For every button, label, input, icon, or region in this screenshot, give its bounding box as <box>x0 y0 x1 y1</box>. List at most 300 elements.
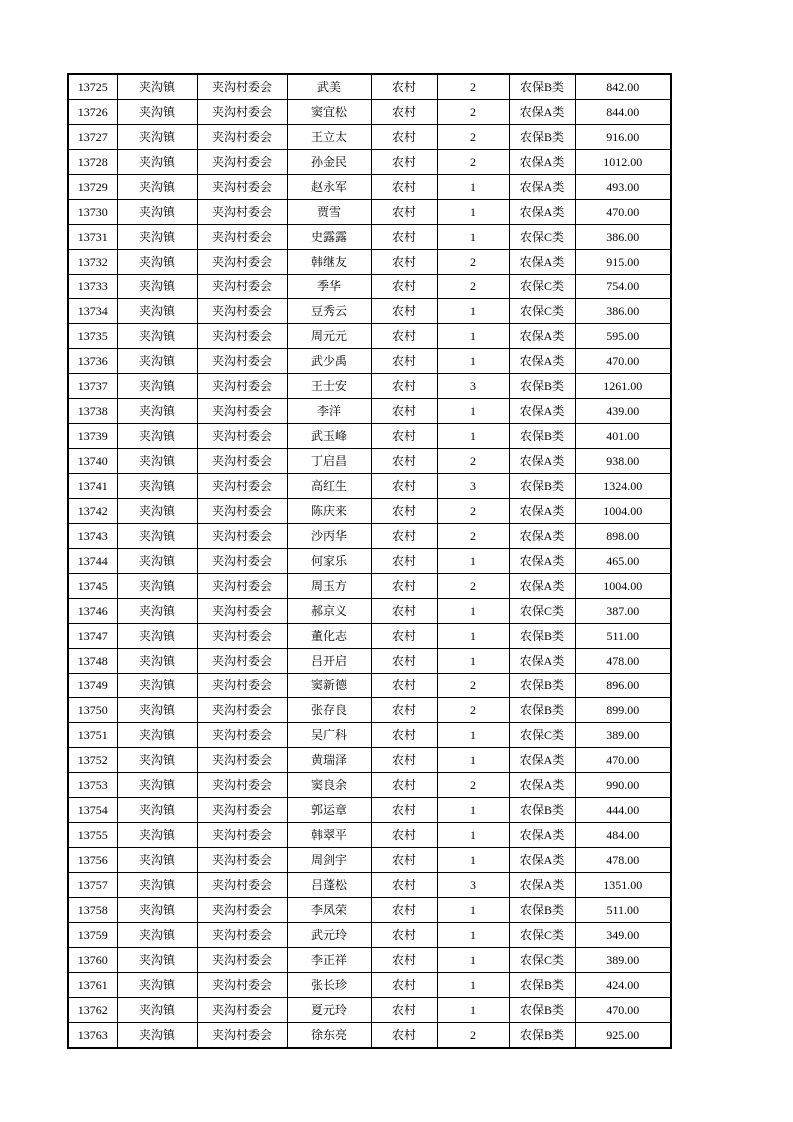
cell-category: 农保A类 <box>509 848 575 873</box>
cell-amount: 844.00 <box>575 99 671 124</box>
cell-area: 农村 <box>371 548 437 573</box>
cell-area: 农村 <box>371 947 437 972</box>
cell-id: 13727 <box>68 124 117 149</box>
table-row <box>68 997 671 1022</box>
cell-name: 吕蓬松 <box>287 873 371 898</box>
table-row <box>68 848 671 873</box>
cell-name: 丁启昌 <box>287 449 371 474</box>
cell-name: 豆秀云 <box>287 299 371 324</box>
cell-name: 武玉峰 <box>287 424 371 449</box>
cell-area: 农村 <box>371 897 437 922</box>
cell-committee: 夹沟村委会 <box>197 748 287 773</box>
cell-town: 夹沟镇 <box>117 773 197 798</box>
cell-count: 2 <box>437 673 509 698</box>
table-row <box>68 299 671 324</box>
cell-category: 农保C类 <box>509 274 575 299</box>
cell-amount: 389.00 <box>575 947 671 972</box>
cell-name: 郝京义 <box>287 598 371 623</box>
cell-town: 夹沟镇 <box>117 823 197 848</box>
cell-amount: 899.00 <box>575 698 671 723</box>
table-row <box>68 648 671 673</box>
cell-count: 1 <box>437 848 509 873</box>
cell-name: 吕开启 <box>287 648 371 673</box>
cell-id: 13758 <box>68 897 117 922</box>
cell-area: 农村 <box>371 149 437 174</box>
cell-count: 2 <box>437 124 509 149</box>
cell-name: 高红生 <box>287 474 371 499</box>
cell-category: 农保A类 <box>509 573 575 598</box>
cell-id: 13753 <box>68 773 117 798</box>
cell-id: 13725 <box>68 74 117 99</box>
cell-name: 贾雪 <box>287 199 371 224</box>
cell-amount: 470.00 <box>575 997 671 1022</box>
cell-category: 农保A类 <box>509 449 575 474</box>
cell-amount: 401.00 <box>575 424 671 449</box>
cell-amount: 470.00 <box>575 199 671 224</box>
cell-area: 农村 <box>371 1022 437 1047</box>
cell-town: 夹沟镇 <box>117 698 197 723</box>
cell-committee: 夹沟村委会 <box>197 1022 287 1047</box>
cell-town: 夹沟镇 <box>117 1022 197 1047</box>
cell-id: 13763 <box>68 1022 117 1047</box>
cell-id: 13744 <box>68 548 117 573</box>
cell-town: 夹沟镇 <box>117 922 197 947</box>
cell-amount: 938.00 <box>575 449 671 474</box>
cell-name: 吴广科 <box>287 723 371 748</box>
table-row <box>68 573 671 598</box>
cell-id: 13756 <box>68 848 117 873</box>
cell-committee: 夹沟村委会 <box>197 523 287 548</box>
cell-id: 13755 <box>68 823 117 848</box>
cell-category: 农保B类 <box>509 698 575 723</box>
table-row <box>68 424 671 449</box>
cell-committee: 夹沟村委会 <box>197 573 287 598</box>
cell-amount: 386.00 <box>575 224 671 249</box>
cell-id: 13731 <box>68 224 117 249</box>
cell-committee: 夹沟村委会 <box>197 698 287 723</box>
cell-category: 农保A类 <box>509 199 575 224</box>
cell-committee: 夹沟村委会 <box>197 673 287 698</box>
cell-committee: 夹沟村委会 <box>197 374 287 399</box>
cell-id: 13760 <box>68 947 117 972</box>
cell-category: 农保A类 <box>509 324 575 349</box>
table-row <box>68 174 671 199</box>
cell-area: 农村 <box>371 498 437 523</box>
table-row <box>68 374 671 399</box>
cell-name: 徐东亮 <box>287 1022 371 1047</box>
cell-id: 13761 <box>68 972 117 997</box>
cell-category: 农保B类 <box>509 673 575 698</box>
cell-id: 13748 <box>68 648 117 673</box>
cell-amount: 478.00 <box>575 848 671 873</box>
table-body <box>68 74 671 1048</box>
cell-town: 夹沟镇 <box>117 947 197 972</box>
cell-area: 农村 <box>371 623 437 648</box>
cell-id: 13738 <box>68 399 117 424</box>
table-row <box>68 474 671 499</box>
cell-category: 农保A类 <box>509 498 575 523</box>
cell-id: 13741 <box>68 474 117 499</box>
cell-name: 史露露 <box>287 224 371 249</box>
cell-name: 周玉方 <box>287 573 371 598</box>
cell-id: 13750 <box>68 698 117 723</box>
cell-committee: 夹沟村委会 <box>197 199 287 224</box>
cell-area: 农村 <box>371 873 437 898</box>
cell-category: 农保B类 <box>509 1022 575 1047</box>
table-row <box>68 399 671 424</box>
cell-category: 农保A类 <box>509 149 575 174</box>
cell-committee: 夹沟村委会 <box>197 249 287 274</box>
cell-amount: 842.00 <box>575 74 671 99</box>
cell-category: 农保B类 <box>509 474 575 499</box>
cell-committee: 夹沟村委会 <box>197 174 287 199</box>
cell-name: 武少禹 <box>287 349 371 374</box>
cell-committee: 夹沟村委会 <box>197 823 287 848</box>
cell-count: 2 <box>437 498 509 523</box>
cell-category: 农保B类 <box>509 424 575 449</box>
cell-town: 夹沟镇 <box>117 848 197 873</box>
cell-name: 周元元 <box>287 324 371 349</box>
cell-town: 夹沟镇 <box>117 997 197 1022</box>
table-row <box>68 523 671 548</box>
cell-area: 农村 <box>371 997 437 1022</box>
cell-id: 13751 <box>68 723 117 748</box>
cell-category: 农保A类 <box>509 873 575 898</box>
cell-amount: 511.00 <box>575 897 671 922</box>
cell-area: 农村 <box>371 773 437 798</box>
cell-name: 张存良 <box>287 698 371 723</box>
cell-name: 孙金民 <box>287 149 371 174</box>
table-row <box>68 897 671 922</box>
cell-area: 农村 <box>371 424 437 449</box>
cell-committee: 夹沟村委会 <box>197 474 287 499</box>
table-row <box>68 274 671 299</box>
cell-name: 李洋 <box>287 399 371 424</box>
table-row <box>68 698 671 723</box>
table-row <box>68 623 671 648</box>
cell-committee: 夹沟村委会 <box>197 873 287 898</box>
cell-committee: 夹沟村委会 <box>197 399 287 424</box>
cell-area: 农村 <box>371 922 437 947</box>
cell-amount: 1012.00 <box>575 149 671 174</box>
table-row <box>68 748 671 773</box>
cell-count: 2 <box>437 249 509 274</box>
cell-count: 1 <box>437 424 509 449</box>
cell-amount: 925.00 <box>575 1022 671 1047</box>
cell-id: 13730 <box>68 199 117 224</box>
cell-category: 农保B类 <box>509 74 575 99</box>
table-row <box>68 249 671 274</box>
cell-area: 农村 <box>371 124 437 149</box>
cell-count: 1 <box>437 548 509 573</box>
cell-count: 1 <box>437 598 509 623</box>
table-row <box>68 1022 671 1047</box>
cell-count: 1 <box>437 748 509 773</box>
cell-name: 韩翠平 <box>287 823 371 848</box>
cell-area: 农村 <box>371 399 437 424</box>
cell-id: 13739 <box>68 424 117 449</box>
cell-category: 农保A类 <box>509 399 575 424</box>
cell-count: 1 <box>437 399 509 424</box>
cell-count: 1 <box>437 972 509 997</box>
cell-committee: 夹沟村委会 <box>197 997 287 1022</box>
cell-name: 季华 <box>287 274 371 299</box>
table-row <box>68 798 671 823</box>
cell-amount: 465.00 <box>575 548 671 573</box>
cell-id: 13736 <box>68 349 117 374</box>
table-row <box>68 773 671 798</box>
cell-name: 黄瑞泽 <box>287 748 371 773</box>
cell-town: 夹沟镇 <box>117 224 197 249</box>
cell-count: 2 <box>437 74 509 99</box>
cell-category: 农保A类 <box>509 523 575 548</box>
cell-category: 农保A类 <box>509 249 575 274</box>
cell-id: 13742 <box>68 498 117 523</box>
cell-id: 13735 <box>68 324 117 349</box>
cell-count: 1 <box>437 648 509 673</box>
cell-amount: 389.00 <box>575 723 671 748</box>
cell-name: 窦新德 <box>287 673 371 698</box>
cell-name: 沙丙华 <box>287 523 371 548</box>
cell-town: 夹沟镇 <box>117 523 197 548</box>
cell-committee: 夹沟村委会 <box>197 449 287 474</box>
cell-amount: 484.00 <box>575 823 671 848</box>
cell-committee: 夹沟村委会 <box>197 124 287 149</box>
cell-name: 郭运章 <box>287 798 371 823</box>
cell-category: 农保B类 <box>509 623 575 648</box>
cell-area: 农村 <box>371 573 437 598</box>
table-row <box>68 947 671 972</box>
cell-committee: 夹沟村委会 <box>197 349 287 374</box>
cell-id: 13757 <box>68 873 117 898</box>
cell-area: 农村 <box>371 523 437 548</box>
cell-count: 1 <box>437 997 509 1022</box>
cell-amount: 444.00 <box>575 798 671 823</box>
cell-category: 农保B类 <box>509 374 575 399</box>
cell-category: 农保A类 <box>509 548 575 573</box>
cell-area: 农村 <box>371 274 437 299</box>
cell-town: 夹沟镇 <box>117 349 197 374</box>
cell-town: 夹沟镇 <box>117 673 197 698</box>
cell-count: 3 <box>437 374 509 399</box>
cell-amount: 1004.00 <box>575 573 671 598</box>
table-row <box>68 324 671 349</box>
cell-count: 1 <box>437 623 509 648</box>
cell-count: 1 <box>437 798 509 823</box>
cell-town: 夹沟镇 <box>117 648 197 673</box>
cell-amount: 595.00 <box>575 324 671 349</box>
cell-id: 13732 <box>68 249 117 274</box>
cell-category: 农保A类 <box>509 648 575 673</box>
table-row <box>68 124 671 149</box>
cell-town: 夹沟镇 <box>117 424 197 449</box>
cell-committee: 夹沟村委会 <box>197 798 287 823</box>
cell-name: 李凤荣 <box>287 897 371 922</box>
cell-id: 13749 <box>68 673 117 698</box>
cell-amount: 387.00 <box>575 598 671 623</box>
cell-town: 夹沟镇 <box>117 897 197 922</box>
cell-count: 1 <box>437 224 509 249</box>
cell-id: 13728 <box>68 149 117 174</box>
cell-name: 武美 <box>287 74 371 99</box>
cell-name: 韩继友 <box>287 249 371 274</box>
cell-town: 夹沟镇 <box>117 199 197 224</box>
cell-committee: 夹沟村委会 <box>197 149 287 174</box>
table-row <box>68 199 671 224</box>
cell-committee: 夹沟村委会 <box>197 498 287 523</box>
cell-town: 夹沟镇 <box>117 498 197 523</box>
cell-id: 13745 <box>68 573 117 598</box>
cell-count: 2 <box>437 449 509 474</box>
cell-committee: 夹沟村委会 <box>197 623 287 648</box>
cell-count: 2 <box>437 99 509 124</box>
cell-id: 13726 <box>68 99 117 124</box>
cell-committee: 夹沟村委会 <box>197 274 287 299</box>
cell-category: 农保B类 <box>509 972 575 997</box>
table-row <box>68 498 671 523</box>
cell-area: 农村 <box>371 299 437 324</box>
cell-category: 农保B类 <box>509 798 575 823</box>
cell-town: 夹沟镇 <box>117 99 197 124</box>
cell-area: 农村 <box>371 74 437 99</box>
cell-category: 农保A类 <box>509 99 575 124</box>
cell-id: 13740 <box>68 449 117 474</box>
table-row <box>68 598 671 623</box>
cell-area: 农村 <box>371 249 437 274</box>
cell-town: 夹沟镇 <box>117 873 197 898</box>
cell-count: 2 <box>437 698 509 723</box>
cell-name: 董化志 <box>287 623 371 648</box>
cell-count: 1 <box>437 174 509 199</box>
cell-committee: 夹沟村委会 <box>197 897 287 922</box>
cell-name: 陈庆来 <box>287 498 371 523</box>
cell-town: 夹沟镇 <box>117 324 197 349</box>
cell-name: 李正祥 <box>287 947 371 972</box>
cell-id: 13737 <box>68 374 117 399</box>
cell-count: 3 <box>437 873 509 898</box>
cell-committee: 夹沟村委会 <box>197 299 287 324</box>
cell-count: 2 <box>437 274 509 299</box>
table-row <box>68 74 671 99</box>
cell-area: 农村 <box>371 848 437 873</box>
cell-area: 农村 <box>371 723 437 748</box>
cell-count: 2 <box>437 573 509 598</box>
cell-committee: 夹沟村委会 <box>197 424 287 449</box>
table-row <box>68 99 671 124</box>
cell-amount: 1261.00 <box>575 374 671 399</box>
cell-count: 3 <box>437 474 509 499</box>
cell-committee: 夹沟村委会 <box>197 224 287 249</box>
cell-category: 农保A类 <box>509 823 575 848</box>
cell-town: 夹沟镇 <box>117 798 197 823</box>
cell-count: 1 <box>437 299 509 324</box>
cell-id: 13729 <box>68 174 117 199</box>
table-row <box>68 723 671 748</box>
cell-name: 窦宜松 <box>287 99 371 124</box>
cell-area: 农村 <box>371 748 437 773</box>
cell-town: 夹沟镇 <box>117 449 197 474</box>
cell-town: 夹沟镇 <box>117 598 197 623</box>
cell-amount: 511.00 <box>575 623 671 648</box>
cell-area: 农村 <box>371 698 437 723</box>
table-row <box>68 673 671 698</box>
cell-category: 农保A类 <box>509 349 575 374</box>
cell-name: 张长珍 <box>287 972 371 997</box>
cell-category: 农保B类 <box>509 124 575 149</box>
cell-area: 农村 <box>371 99 437 124</box>
cell-amount: 478.00 <box>575 648 671 673</box>
cell-id: 13759 <box>68 922 117 947</box>
cell-town: 夹沟镇 <box>117 548 197 573</box>
subsidy-table <box>67 73 672 1049</box>
cell-committee: 夹沟村委会 <box>197 947 287 972</box>
table-row <box>68 449 671 474</box>
cell-committee: 夹沟村委会 <box>197 922 287 947</box>
cell-committee: 夹沟村委会 <box>197 773 287 798</box>
cell-area: 农村 <box>371 598 437 623</box>
cell-count: 2 <box>437 149 509 174</box>
cell-count: 1 <box>437 897 509 922</box>
cell-area: 农村 <box>371 174 437 199</box>
cell-town: 夹沟镇 <box>117 623 197 648</box>
cell-count: 2 <box>437 773 509 798</box>
cell-id: 13762 <box>68 997 117 1022</box>
cell-town: 夹沟镇 <box>117 299 197 324</box>
cell-id: 13752 <box>68 748 117 773</box>
cell-category: 农保C类 <box>509 299 575 324</box>
cell-area: 农村 <box>371 648 437 673</box>
cell-count: 1 <box>437 324 509 349</box>
cell-count: 1 <box>437 349 509 374</box>
cell-name: 周剑宇 <box>287 848 371 873</box>
cell-town: 夹沟镇 <box>117 474 197 499</box>
cell-committee: 夹沟村委会 <box>197 74 287 99</box>
cell-category: 农保C类 <box>509 947 575 972</box>
cell-name: 赵永军 <box>287 174 371 199</box>
table-row <box>68 548 671 573</box>
cell-town: 夹沟镇 <box>117 249 197 274</box>
cell-id: 13746 <box>68 598 117 623</box>
table-row <box>68 224 671 249</box>
cell-amount: 349.00 <box>575 922 671 947</box>
table-row <box>68 149 671 174</box>
cell-id: 13754 <box>68 798 117 823</box>
table-row <box>68 922 671 947</box>
cell-town: 夹沟镇 <box>117 748 197 773</box>
cell-count: 1 <box>437 823 509 848</box>
cell-area: 农村 <box>371 798 437 823</box>
cell-amount: 898.00 <box>575 523 671 548</box>
table-row <box>68 823 671 848</box>
cell-area: 农村 <box>371 199 437 224</box>
cell-category: 农保C类 <box>509 723 575 748</box>
cell-area: 农村 <box>371 823 437 848</box>
cell-category: 农保C类 <box>509 598 575 623</box>
cell-id: 13747 <box>68 623 117 648</box>
cell-committee: 夹沟村委会 <box>197 848 287 873</box>
cell-area: 农村 <box>371 474 437 499</box>
cell-town: 夹沟镇 <box>117 124 197 149</box>
cell-category: 农保A类 <box>509 174 575 199</box>
cell-amount: 915.00 <box>575 249 671 274</box>
cell-town: 夹沟镇 <box>117 723 197 748</box>
cell-town: 夹沟镇 <box>117 74 197 99</box>
cell-category: 农保C类 <box>509 922 575 947</box>
cell-town: 夹沟镇 <box>117 374 197 399</box>
cell-count: 2 <box>437 523 509 548</box>
cell-town: 夹沟镇 <box>117 399 197 424</box>
cell-committee: 夹沟村委会 <box>197 648 287 673</box>
